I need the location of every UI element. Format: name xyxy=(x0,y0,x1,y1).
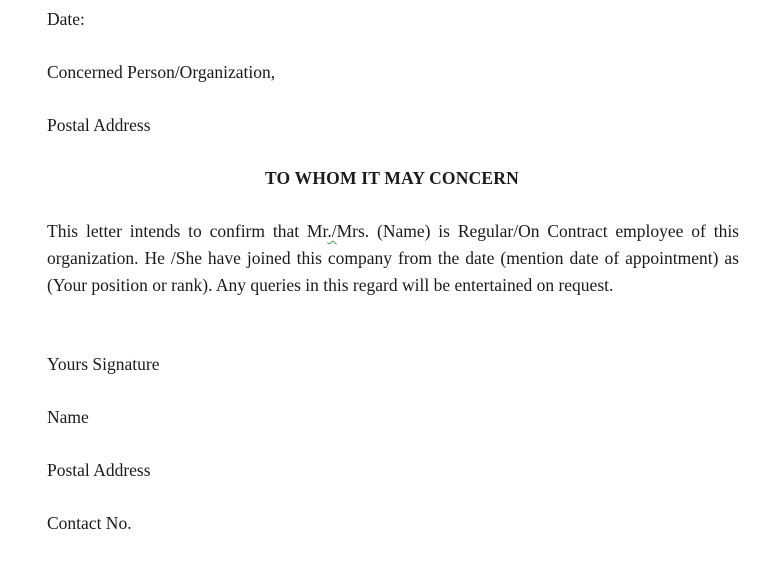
spellcheck-marked-text: ./ xyxy=(327,221,337,241)
sender-name: Name xyxy=(47,407,89,427)
body-text-rest: Mrs. (Name) is Regular/On Contract employee of this organization. He /She have joined this company from the date (mention date of appointment) as (Your position or rank). Any queries in this regard will be entertained on request. xyxy=(47,221,739,295)
letter-body xyxy=(47,218,739,299)
contact-line: Contact No. xyxy=(47,513,132,533)
date-label: Date: xyxy=(47,9,85,29)
letter-title: TO WHOM IT MAY CONCERN xyxy=(265,168,519,188)
signature-line: Yours Signature xyxy=(47,354,160,374)
body-text-start: This letter intends to confirm that Mr xyxy=(47,221,328,241)
sender-address: Postal Address xyxy=(47,460,151,480)
recipient-line: Concerned Person/Organization, xyxy=(47,62,276,82)
recipient-address: Postal Address xyxy=(47,115,151,135)
